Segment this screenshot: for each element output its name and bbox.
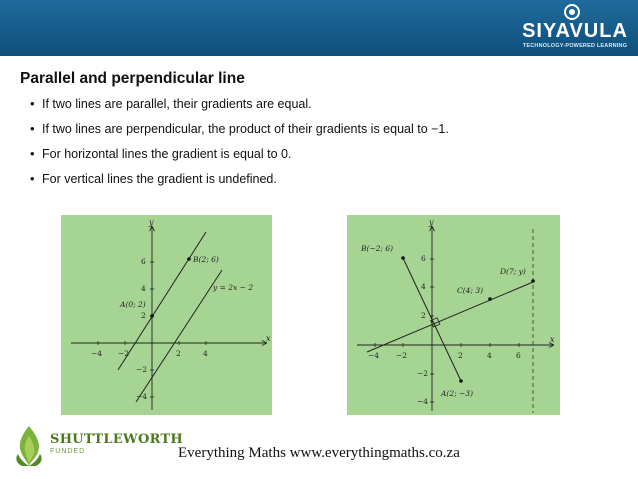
x-tick-label: 6 — [516, 351, 521, 360]
y-tick-label: −2 — [417, 369, 429, 378]
point-B — [401, 256, 405, 260]
x-tick-label: −2 — [396, 351, 408, 360]
line-equation-label: y = 2x − 2 — [213, 283, 254, 292]
logo-brand: SIYAVULA — [522, 20, 628, 42]
y-tick-label: −4 — [417, 397, 429, 406]
x-axis-label: x — [266, 334, 271, 343]
sponsor-sub: FUNDED — [50, 448, 86, 455]
point-C-label: C(4; 3) — [457, 286, 484, 295]
point-B-label: B(−2; 6) — [361, 244, 394, 253]
point-C — [488, 297, 492, 301]
x-axis-label: x — [550, 335, 555, 344]
line-y-2x-2 — [136, 270, 222, 402]
line-C-D — [367, 282, 533, 352]
y-tick-label: 6 — [141, 257, 146, 266]
y-tick-label: 4 — [141, 284, 146, 293]
bullet-list — [30, 97, 449, 197]
y-tick-label: 2 — [141, 311, 146, 320]
x-tick-label: 4 — [487, 351, 492, 360]
x-tick-label: 4 — [203, 349, 208, 358]
bullet-item: • For horizontal lines the gradient is equal to 0. — [30, 147, 449, 172]
graph1-svg — [61, 215, 272, 415]
point-D — [531, 279, 535, 283]
bullet-item: • For vertical lines the gradient is undefined. — [30, 172, 449, 197]
siyavula-ring-icon — [564, 4, 580, 20]
siyavula-logo — [520, 2, 630, 52]
perpendicular-lines-graph — [347, 215, 560, 415]
shuttleworth-logo — [12, 424, 183, 468]
x-tick-label: 2 — [176, 349, 181, 358]
logo-tagline: TECHNOLOGY-POWERED LEARNING — [522, 43, 628, 49]
point-D-label: D(7; y) — [500, 267, 526, 276]
x-tick-label: −4 — [91, 349, 103, 358]
y-tick-label: 4 — [421, 282, 426, 291]
flame-icon — [12, 424, 46, 468]
x-tick-label: −2 — [118, 349, 130, 358]
parallel-lines-graph — [61, 215, 272, 415]
y-tick-label: 6 — [421, 254, 426, 263]
point-B — [187, 257, 191, 261]
point-A — [459, 379, 463, 383]
footer-text: Everything Maths www.everythingmaths.co.za — [178, 445, 460, 461]
bullet-item: • If two lines are parallel, their gradients are equal. — [30, 97, 449, 122]
bullet-item: • If two lines are perpendicular, the product of their gradients is equal to −1. — [30, 122, 449, 147]
slide-title: Parallel and perpendicular line — [20, 70, 245, 87]
y-axis-label: y — [149, 218, 154, 227]
point-A-label: A(2; −3) — [441, 389, 474, 398]
y-tick-label: −4 — [136, 392, 148, 401]
sponsor-name: SHUTTLEWORTH — [50, 432, 183, 447]
point-B-label: B(2; 6) — [193, 255, 219, 264]
y-tick-label: −2 — [136, 365, 148, 374]
header-bar — [0, 0, 638, 56]
point-A — [150, 314, 154, 318]
y-tick-label: 2 — [421, 311, 426, 320]
point-A-label: A(0; 2) — [120, 300, 146, 309]
x-tick-label: −4 — [368, 351, 380, 360]
graph2-svg — [347, 215, 560, 415]
x-tick-label: 2 — [458, 351, 463, 360]
y-axis-label: y — [429, 218, 434, 227]
